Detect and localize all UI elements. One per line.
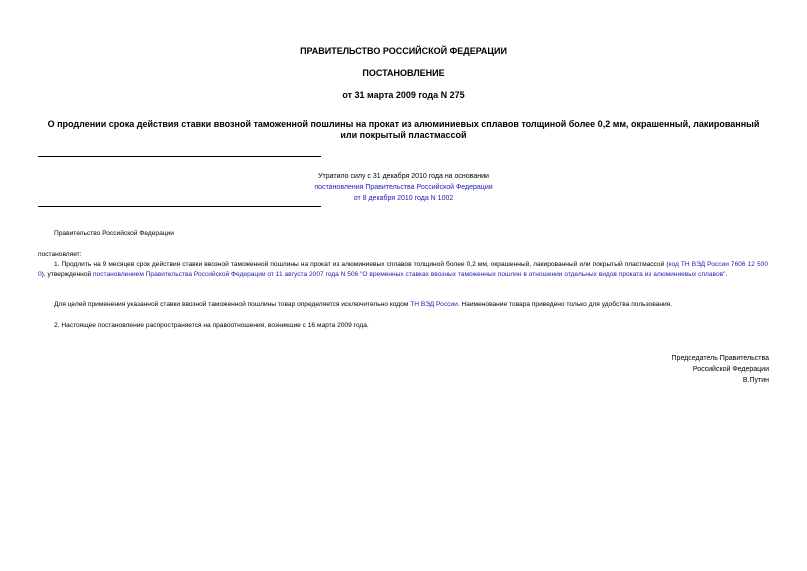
paragraph-1-text: 1. Продлить на 9 месяцев срок действия ставки ввозной таможенной пошлины на прокат из алюминиевых сплавов толщиной более 0,2 мм, окрашенный, лакированный или покрытый пластмассой ( bbox=[54, 261, 669, 268]
status-note-text: Утратило силу с 31 декабря 2010 года на основании bbox=[318, 173, 489, 180]
signature-position-2: Российской Федерации bbox=[692, 366, 769, 373]
document-type: ПОСТАНОВЛЕНИЕ bbox=[362, 68, 445, 78]
paragraph-tnved-note bbox=[54, 300, 768, 310]
tnved-note-text: Для целей применения указанной ставки ввозной таможенной пошлины товар определяется исключительно кодом bbox=[54, 301, 411, 308]
paragraph-2: 2. Настоящее постановление распространяется на правоотношения, возникшие с 16 марта 2009 года. bbox=[54, 322, 369, 329]
decides-text: постановляет: bbox=[38, 251, 82, 258]
paragraph-1-text-b: ), утвержденной bbox=[41, 271, 94, 279]
top-divider bbox=[38, 156, 321, 157]
repeal-decree-link[interactable]: постановления Правительства Российской Федерации bbox=[314, 184, 493, 191]
government-heading: ПРАВИТЕЛЬСТВО РОССИЙСКОЙ ФЕДЕРАЦИИ bbox=[300, 46, 507, 56]
signature-position: Председатель Правительства bbox=[671, 355, 769, 362]
signature-block bbox=[672, 353, 769, 386]
tnved-link[interactable]: ТН ВЭД России bbox=[410, 301, 458, 308]
document-title: О продлении срока действия ставки ввозной таможенной пошлины на прокат из алюминиевых сплавов толщиной более 0,2 мм, окрашенный, лакированный или покрытый пластмассой bbox=[47, 119, 760, 140]
signature-name: В.Путин bbox=[742, 377, 769, 384]
bottom-divider bbox=[38, 206, 321, 207]
tnved-code-link[interactable]: код ТН ВЭД России 7606 12 500 0 bbox=[38, 261, 769, 279]
intro-text: Правительство Российской Федерации bbox=[54, 230, 174, 237]
paragraph-1 bbox=[38, 260, 768, 280]
repeal-decree-date-link[interactable]: от 8 декабря 2010 года N 1002 bbox=[353, 195, 454, 202]
document-date-number: от 31 марта 2009 года N 275 bbox=[342, 90, 465, 100]
tnved-note-text-b: . Наименование товара приведено только для удобства пользования. bbox=[457, 301, 673, 308]
paragraph-1-text-c: . bbox=[725, 271, 728, 279]
status-note bbox=[240, 171, 567, 204]
decree-506-link[interactable]: постановлением Правительства Российской Федерации от 11 августа 2007 года N 506 "О временных ставках ввозных таможенных пошлин в отношении отдельных видов проката из алюминиевых сплавов" bbox=[93, 271, 726, 279]
